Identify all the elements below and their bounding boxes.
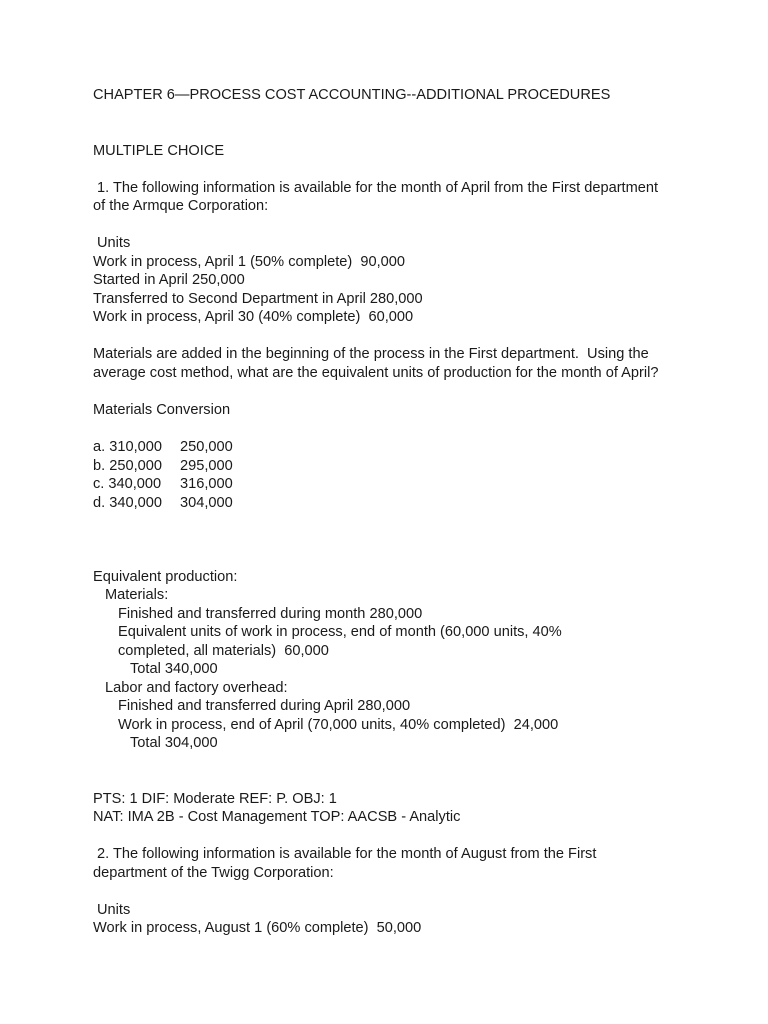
solution-materials-total: Total 340,000: [130, 661, 218, 677]
question-1-prompt-line-2: average cost method, what are the equivalent units of production for the month of April?: [93, 365, 659, 381]
option-d-materials: d. 340,000: [93, 495, 162, 511]
question-2-units-label: Units: [97, 902, 131, 918]
solution-materials-line: Equivalent units of work in process, end of month (60,000 units, 40%: [118, 624, 562, 640]
question-1-units-label: Units: [97, 235, 131, 251]
question-1-stem-line-2: of the Armque Corporation:: [93, 198, 269, 214]
option-b-conversion: 295,000: [180, 458, 233, 474]
question-1-stem-line-1: 1. The following information is available for the month of April from the First department: [97, 180, 659, 196]
question-2-units-line: Work in process, August 1 (60% complete) 50,000: [93, 920, 422, 936]
section-heading: MULTIPLE CHOICE: [93, 143, 225, 159]
solution-heading: Equivalent production:: [93, 569, 238, 585]
option-b-materials: b. 250,000: [93, 458, 162, 474]
solution-labor-total: Total 304,000: [130, 735, 218, 751]
options-columns-header: Materials Conversion: [93, 402, 231, 418]
question-2-stem-line-2: department of the Twigg Corporation:: [93, 865, 334, 881]
question-1-units-line: Work in process, April 1 (50% complete) 90,000: [93, 254, 406, 270]
option-a-conversion: 250,000: [180, 439, 233, 455]
question-1-prompt-line-1: Materials are added in the beginning of the process in the First department. Using the: [93, 346, 649, 362]
solution-materials-label: Materials:: [105, 587, 169, 603]
solution-materials-line: completed, all materials) 60,000: [118, 643, 329, 659]
question-1-units-line: Started in April 250,000: [93, 272, 245, 288]
question-2-stem-line-1: 2. The following information is available for the month of August from the First: [97, 846, 597, 862]
question-1-meta-line-2: NAT: IMA 2B - Cost Management TOP: AACSB - Analytic: [93, 809, 461, 825]
question-1-units-line: Work in process, April 30 (40% complete) 60,000: [93, 309, 414, 325]
option-a-materials: a. 310,000: [93, 439, 162, 455]
solution-labor-line: Finished and transferred during April 280,000: [118, 698, 411, 714]
option-c-conversion: 316,000: [180, 476, 233, 492]
option-d-conversion: 304,000: [180, 495, 233, 511]
question-1-meta-line-1: PTS: 1 DIF: Moderate REF: P. OBJ: 1: [93, 791, 337, 807]
chapter-title: CHAPTER 6—PROCESS COST ACCOUNTING--ADDITIONAL PROCEDURES: [93, 87, 611, 103]
question-1-units-line: Transferred to Second Department in April 280,000: [93, 291, 423, 307]
solution-labor-label: Labor and factory overhead:: [105, 680, 288, 696]
solution-materials-line: Finished and transferred during month 280,000: [118, 606, 423, 622]
option-c-materials: c. 340,000: [93, 476, 162, 492]
solution-labor-line: Work in process, end of April (70,000 units, 40% completed) 24,000: [118, 717, 559, 733]
